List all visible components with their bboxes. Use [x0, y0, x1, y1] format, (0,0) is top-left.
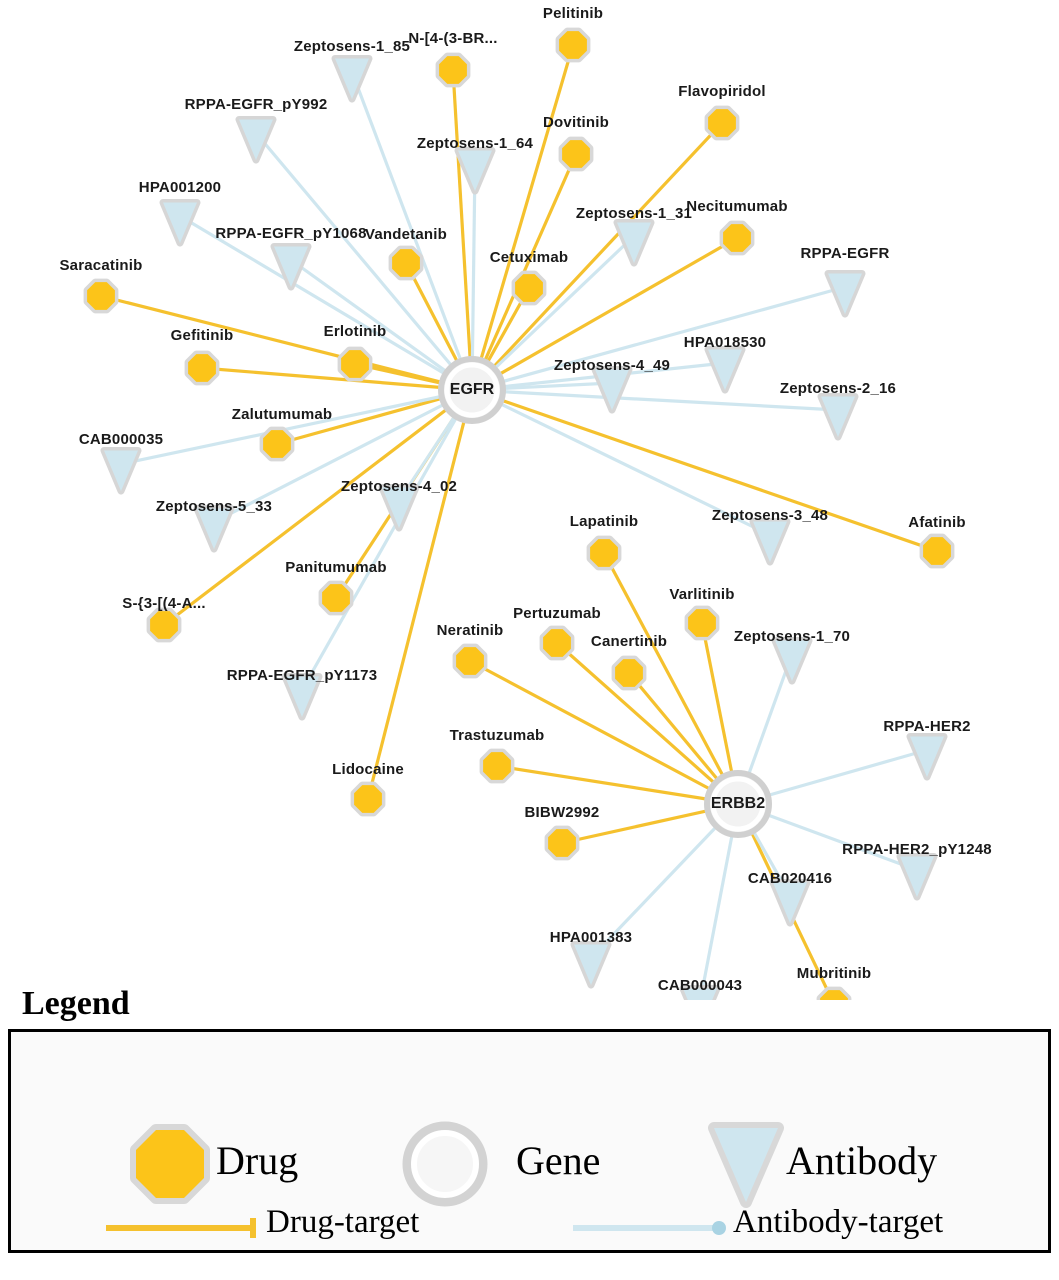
drug-node[interactable] [548, 829, 576, 857]
legend-drug-edge [106, 1218, 253, 1238]
antibody-node-label: RPPA-EGFR [800, 245, 890, 262]
drug-node-label: Afatinib [908, 514, 966, 531]
drug-node[interactable] [150, 611, 178, 639]
drug-node-label: Lidocaine [332, 761, 404, 778]
drug-node-label: Canertinib [590, 633, 668, 650]
drug-node-label: Trastuzumab [449, 727, 545, 744]
drug-node[interactable] [515, 274, 543, 302]
legend-label-drug-target: Drug-target [266, 1204, 420, 1240]
drug-node-label: Flavopiridol [678, 83, 766, 100]
antibody-node-label: RPPA-EGFR_pY1173 [226, 667, 378, 684]
drug-node[interactable] [188, 354, 216, 382]
drug-node[interactable] [615, 659, 643, 687]
drug-node-label: Gefitinib [170, 327, 234, 344]
drug-node-label: Varlitinib [669, 586, 735, 603]
antibody-node-label: Zeptosens-1_70 [733, 628, 851, 645]
drug-node[interactable] [87, 282, 115, 310]
legend [0, 985, 1059, 1253]
antibody-node-label: RPPA-HER2 [883, 718, 971, 735]
drug-node[interactable] [923, 537, 951, 565]
drug-node-label: Neratinib [436, 622, 504, 639]
drug-node[interactable] [341, 350, 369, 378]
drug-node-label: Vandetanib [364, 226, 448, 243]
antibody-node-label: Zeptosens-5_33 [155, 498, 273, 515]
antibody-node-label: HPA001200 [138, 179, 222, 196]
drug-node[interactable] [708, 109, 736, 137]
drug-node[interactable] [456, 647, 484, 675]
antibody-node-label: CAB000043 [657, 977, 743, 994]
drug-node-label: Saracatinib [59, 257, 143, 274]
legend-title: Legend [22, 985, 130, 1022]
antibody-node-label: Zeptosens-3_48 [711, 507, 829, 524]
drug-node[interactable] [439, 56, 467, 84]
gene-node-label: ERBB2 [710, 795, 766, 812]
legend-box [8, 1029, 1051, 1253]
drug-node-label: S-{3-[(4-A... [122, 595, 206, 612]
graph-edge [453, 70, 472, 390]
drug-node-label: Necitumumab [686, 198, 788, 215]
antibody-node-label: CAB020416 [747, 870, 833, 887]
antibody-node-label: CAB000035 [78, 431, 164, 448]
drug-node-label: Panitumumab [285, 559, 387, 576]
legend-antibody-edge [573, 1221, 726, 1235]
legend-gene-icon [407, 1126, 483, 1202]
antibody-node-label: Zeptosens-4_02 [340, 478, 458, 495]
drug-node-label: Mubritinib [796, 965, 872, 982]
legend-drug-icon [136, 1130, 204, 1198]
antibody-node-label: RPPA-HER2_pY1248 [842, 841, 992, 858]
drug-node-label: Cetuximab [489, 249, 569, 266]
drug-node[interactable] [559, 31, 587, 59]
drug-node[interactable] [723, 224, 751, 252]
antibody-node-label: Zeptosens-4_49 [553, 357, 671, 374]
antibody-node-label: RPPA-EGFR_pY1068 [215, 225, 367, 242]
antibody-node-label: Zeptosens-1_85 [293, 38, 411, 55]
graph-edge [472, 390, 937, 551]
antibody-node-label: HPA001383 [549, 929, 633, 946]
drug-node[interactable] [590, 539, 618, 567]
drug-node[interactable] [322, 584, 350, 612]
drug-node-label: Dovitinib [543, 114, 609, 131]
drug-node[interactable] [392, 249, 420, 277]
drug-node-label: Pertuzumab [513, 605, 601, 622]
antibody-node-label: Zeptosens-1_64 [416, 135, 534, 152]
drug-node-label: Pelitinib [542, 5, 604, 22]
antibody-node-label: RPPA-EGFR_pY992 [184, 96, 328, 113]
legend-label-drug: Drug [216, 1138, 299, 1183]
drug-node-label: Zalutumumab [231, 406, 333, 423]
drug-node-label: N-[4-(3-BR... [408, 30, 498, 47]
antibody-node-label: HPA018530 [683, 334, 767, 351]
drug-node[interactable] [354, 785, 382, 813]
gene-node-label: EGFR [449, 381, 495, 398]
antibody-node-label: Zeptosens-1_31 [575, 205, 693, 222]
drug-node[interactable] [263, 430, 291, 458]
drug-node[interactable] [688, 609, 716, 637]
legend-antibody-icon [714, 1128, 778, 1202]
legend-label-antibody-target: Antibody-target [733, 1204, 944, 1240]
legend-label-gene: Gene [516, 1138, 601, 1183]
drug-node[interactable] [543, 629, 571, 657]
drug-node-label: Lapatinib [569, 513, 639, 530]
drug-node[interactable] [483, 752, 511, 780]
drug-node-label: BIBW2992 [524, 804, 600, 821]
antibody-node-label: Zeptosens-2_16 [779, 380, 897, 397]
drug-node-label: Erlotinib [323, 323, 387, 340]
drug-node[interactable] [562, 140, 590, 168]
graph-edge [121, 390, 472, 464]
legend-label-antibody: Antibody [786, 1138, 938, 1183]
